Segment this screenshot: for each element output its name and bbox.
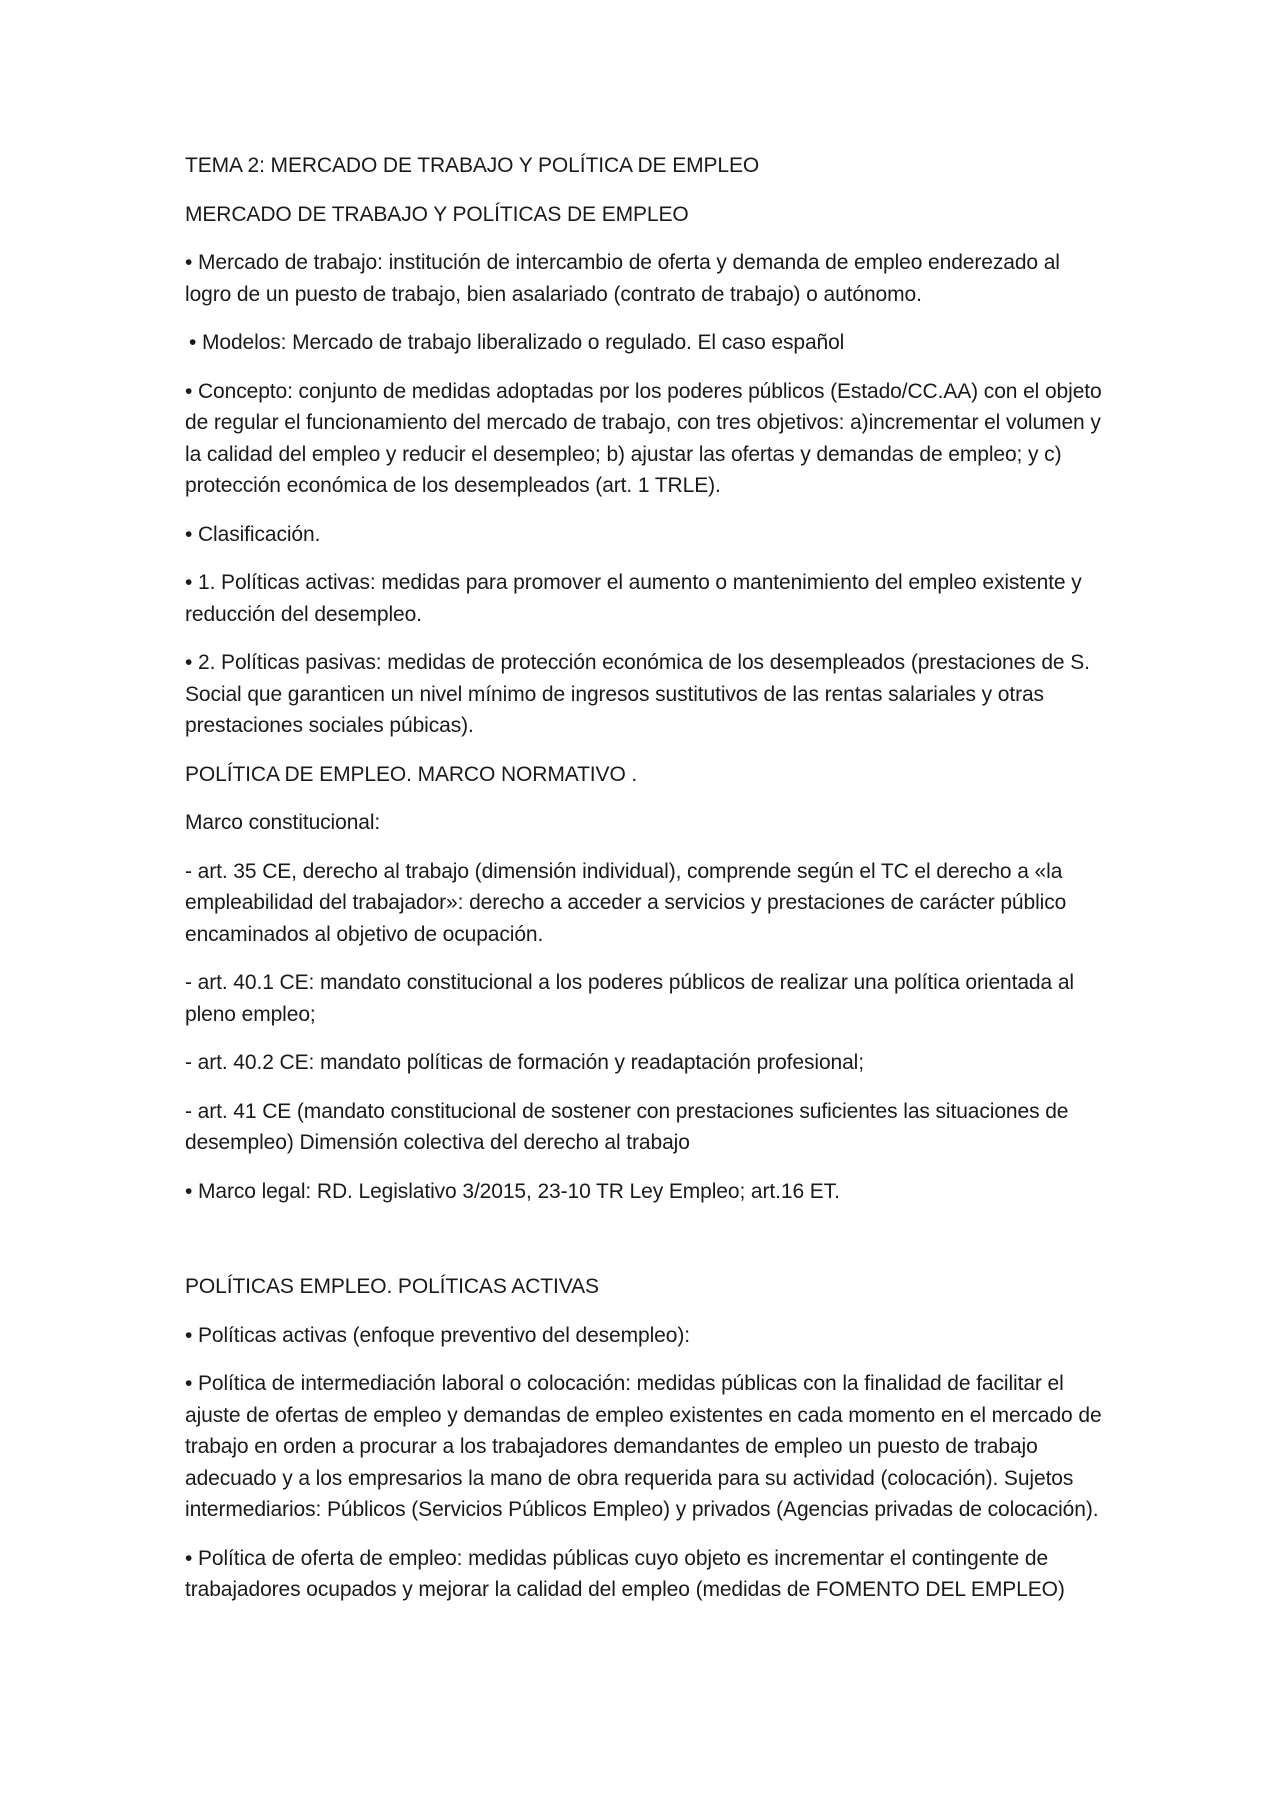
section-heading: MERCADO DE TRABAJO Y POLÍTICAS DE EMPLEO: [185, 202, 689, 226]
paragraph: • Política de intermediación laboral o colocación: medidas públicas con la finalidad de facilitar el ajuste de ofertas de empleo y demandas de empleo existentes en cada momento en el mercado de trabajo en orden a procurar a los trabajadores demandantes de empleo un puesto de trabajo adecuado y a los empresarios la mano de obra requerida para su actividad (colocación). Sujetos intermediarios: Públicos (Servicios Públicos Empleo) y privados (Agencias privadas de colocación).: [185, 1372, 1102, 1521]
paragraph: • Mercado de trabajo: institución de intercambio de oferta y demanda de empleo enderezado al logro de un puesto de trabajo, bien asalariado (contrato de trabajo) o autónomo.: [185, 251, 1060, 306]
paragraph: • Clasificación.: [185, 522, 321, 546]
section-heading: POLÍTICAS EMPLEO. POLÍTICAS ACTIVAS: [185, 1275, 599, 1298]
paragraph: - art. 40.2 CE: mandato políticas de formación y readaptación profesional;: [185, 1051, 864, 1074]
paragraph: • Concepto: conjunto de medidas adoptadas por los poderes públicos (Estado/CC.AA) con el objeto de regular el funcionamiento del mercado de trabajo, con tres objetivos: a)incrementar el volumen y la calidad del empleo y reducir el desempleo; b) ajustar las ofertas y demandas de empleo; y c) protección económica de los desempleados (art. 1 TRLE).: [185, 379, 1102, 497]
paragraph: • 2. Políticas pasivas: medidas de protección económica de los desempleados (prestaciones de S. Social que garanticen un nivel mínimo de ingresos sustitutivos de las rentas salariales y otras prestaciones sociales púbicas).: [185, 651, 1090, 737]
document-title: TEMA 2: MERCADO DE TRABAJO Y POLÍTICA DE EMPLEO: [185, 154, 760, 177]
paragraph: • Política de oferta de empleo: medidas públicas cuyo objeto es incrementar el contingente de trabajadores ocupados y mejorar la calidad del empleo (medidas de FOMENTO DEL EMPLEO): [185, 1546, 1065, 1601]
document-body: [185, 150, 1105, 1623]
paragraph: • Modelos: Mercado de trabajo liberalizado o regulado. El caso español: [189, 331, 845, 354]
paragraph: Marco constitucional:: [185, 811, 381, 834]
paragraph: • 1. Políticas activas: medidas para promover el aumento o mantenimiento del empleo existente y reducción del desempleo.: [185, 571, 1082, 626]
paragraph: - art. 40.1 CE: mandato constitucional a los poderes públicos de realizar una política orientada al pleno empleo;: [185, 971, 1074, 1026]
paragraph: • Políticas activas (enfoque preventivo del desempleo):: [185, 1323, 690, 1347]
paragraph: - art. 35 CE, derecho al trabajo (dimensión individual), comprende según el TC el derecho a «la empleabilidad del trabajador»: derecho a acceder a servicios y prestaciones de carácter público encaminados al objetivo de ocupación.: [185, 859, 1067, 946]
blank-line: [185, 1224, 1105, 1271]
paragraph: • Marco legal: RD. Legislativo 3/2015, 23-10 TR Ley Empleo; art.16 ET.: [185, 1179, 840, 1203]
section-heading: POLÍTICA DE EMPLEO. MARCO NORMATIVO .: [185, 762, 638, 786]
paragraph: - art. 41 CE (mandato constitucional de sostener con prestaciones suficientes las situaciones de desempleo) Dimensión colectiva del derecho al trabajo: [185, 1099, 1069, 1154]
